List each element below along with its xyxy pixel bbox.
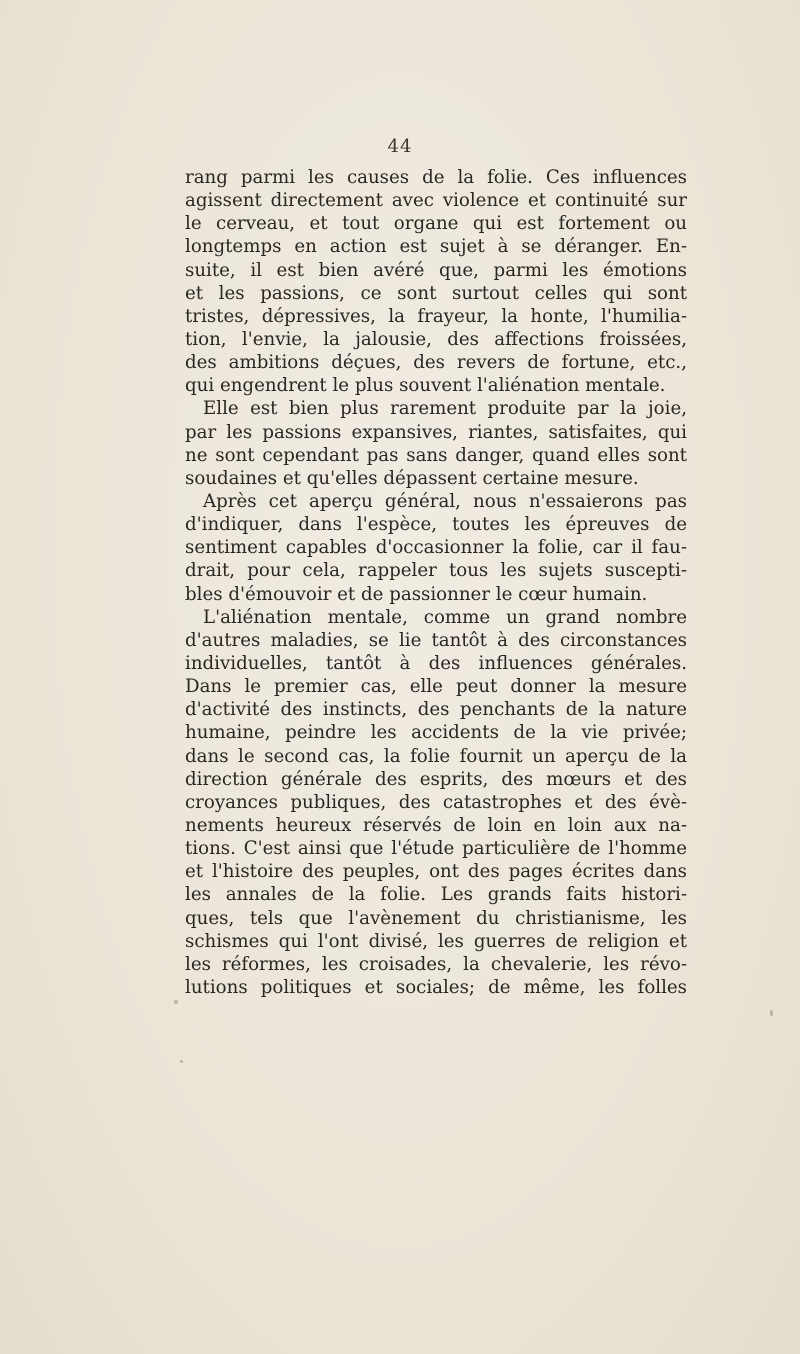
text-line: soudaines et qu'elles dépassent certaine mesure. [185,467,639,489]
text-line: croyances publiques, des catastrophes et des évè- [185,791,687,813]
text-line: et les passions, ce sont surtout celles qui sont [185,282,687,304]
paper-speck [180,1060,183,1063]
text-line: par les passions expansives, riantes, satisfaites, qui [185,421,687,443]
text-line: rang parmi les causes de la folie. Ces influences [185,167,687,188]
text-line: humaine, peindre les accidents de la vie privée; [185,722,687,744]
text-line: d'activité des instincts, des penchants de la nature [185,699,687,721]
text-line: agissent directement avec violence et continuité sur [185,190,687,212]
text-line: lutions politiques et sociales; de même, les folles [185,976,687,998]
text-line: schismes qui l'ont divisé, les guerres de religion et [185,930,687,952]
text-line: qui engendrent le plus souvent l'aliénation mentale. [185,375,666,397]
text-line: bles d'émouvoir et de passionner le cœur humain. [185,583,648,605]
text-line: les réformes, les croisades, la chevalerie, les révo- [185,953,687,975]
text-line: et l'histoire des peuples, ont des pages écrites dans [185,861,687,883]
paper-speck [174,1000,178,1004]
text-line: ques, tels que l'avènement du christianisme, les [185,907,687,929]
text-line: le cerveau, et tout organe qui est fortement ou [185,213,687,235]
text-line: individuelles, tantôt à des influences générales. [185,652,687,674]
text-line: Après cet aperçu général, nous n'essaierons pas [203,490,687,512]
text-line: ne sont cependant pas sans danger, quand elles sont [185,444,687,466]
text-line: les annales de la folie. Les grands faits histori- [185,884,687,906]
text-line: nements heureux réservés de loin en loin aux na- [185,814,687,836]
page-number: 44 [387,136,413,157]
text-line: drait, pour cela, rappeler tous les sujets suscepti- [185,560,687,582]
text-line: tions. C'est ainsi que l'étude particulière de l'homme [185,838,687,860]
text-line: suite, il est bien avéré que, parmi les émotions [185,259,687,281]
text-line: L'aliénation mentale, comme un grand nombre [203,606,687,628]
text-line: sentiment capables d'occasionner la folie, car il fau- [185,537,687,559]
text-line: tristes, dépressives, la frayeur, la honte, l'humilia- [185,305,687,327]
text-line: Dans le premier cas, elle peut donner la mesure [185,676,687,698]
text-line: direction générale des esprits, des mœurs et des [185,768,687,790]
paper-speck [770,1010,773,1016]
text-line: longtemps en action est sujet à se déranger. En- [185,236,687,258]
text-line: tion, l'envie, la jalousie, des affections froissées, [185,328,687,350]
text-line: Elle est bien plus rarement produite par la joie, [203,398,687,420]
text-line: d'indiquer, dans l'espèce, toutes les épreuves de [185,514,687,536]
text-line: d'autres maladies, se lie tantôt à des circonstances [185,629,687,651]
body-text [185,166,687,999]
text-line: des ambitions déçues, des revers de fortune, etc., [185,352,687,374]
text-line: dans le second cas, la folie fournit un aperçu de la [185,745,687,767]
